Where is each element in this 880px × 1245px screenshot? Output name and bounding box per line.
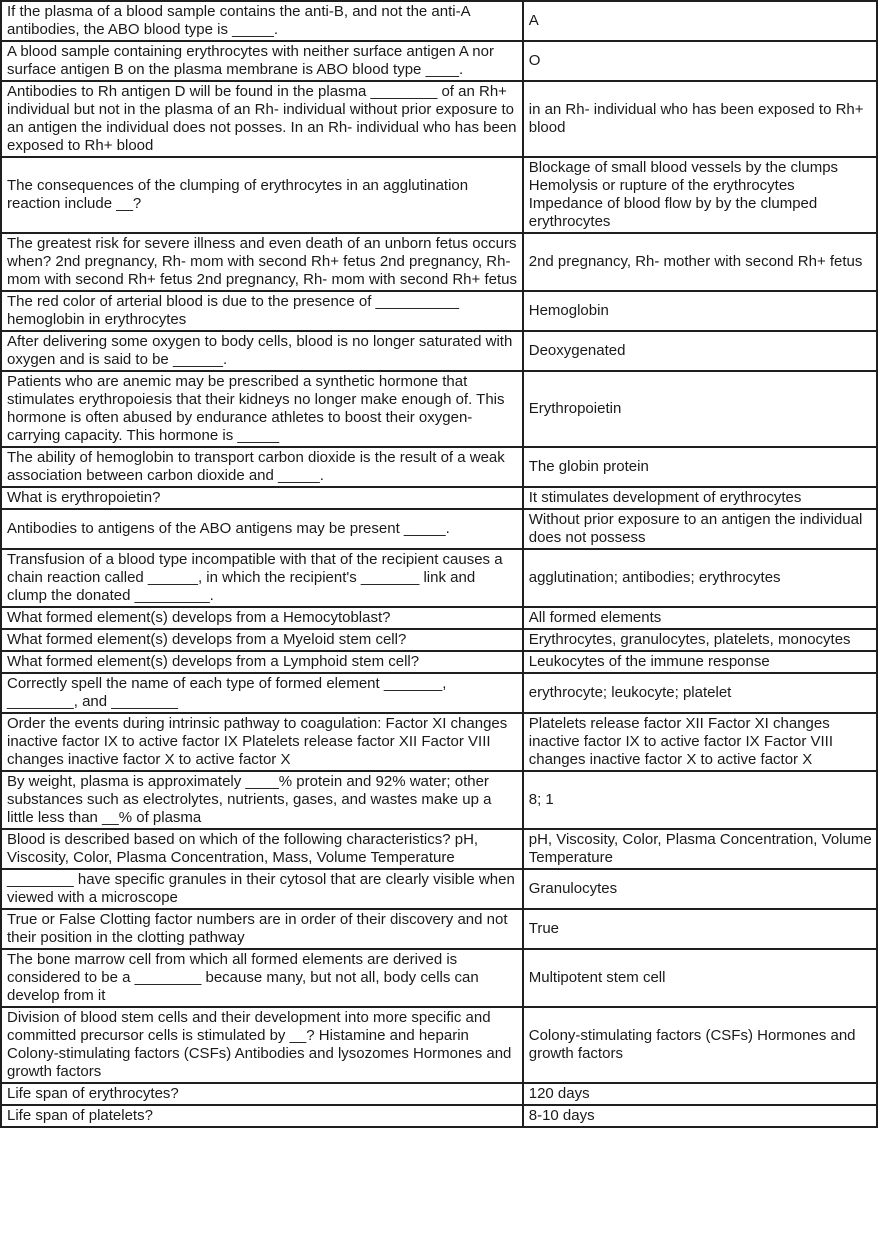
table-row [1, 771, 877, 829]
table-row [1, 829, 877, 869]
answer-cell: in an Rh- individual who has been exposed to Rh+ blood [523, 81, 877, 157]
answer-cell: Erythrocytes, granulocytes, platelets, monocytes [523, 629, 877, 651]
question-cell: Order the events during intrinsic pathway to coagulation: Factor XI changes inactive factor IX to active factor IX Platelets release factor XII Factor VIII changes inactive factor X to active factor X [1, 713, 523, 771]
question-cell: True or False Clotting factor numbers are in order of their discovery and not their position in the clotting pathway [1, 909, 523, 949]
table-body [1, 1, 877, 1127]
question-cell: A blood sample containing erythrocytes with neither surface antigen A nor surface antigen B on the plasma membrane is ABO blood type ____. [1, 41, 523, 81]
answer-cell: pH, Viscosity, Color, Plasma Concentration, Volume Temperature [523, 829, 877, 869]
answer-cell: 8; 1 [523, 771, 877, 829]
table-row [1, 1105, 877, 1127]
answer-cell: 2nd pregnancy, Rh- mother with second Rh+ fetus [523, 233, 877, 291]
question-cell: The red color of arterial blood is due to the presence of __________ hemoglobin in erythrocytes [1, 291, 523, 331]
table-row [1, 41, 877, 81]
answer-cell: A [523, 1, 877, 41]
answer-cell: Without prior exposure to an antigen the individual does not possess [523, 509, 877, 549]
table-row [1, 157, 877, 233]
answer-cell: Hemoglobin [523, 291, 877, 331]
table-row [1, 291, 877, 331]
question-cell: Correctly spell the name of each type of formed element _______, ________, and ________ [1, 673, 523, 713]
table-row [1, 549, 877, 607]
table-row [1, 371, 877, 447]
table-row [1, 651, 877, 673]
answer-cell: It stimulates development of erythrocytes [523, 487, 877, 509]
answer-cell: True [523, 909, 877, 949]
question-cell: After delivering some oxygen to body cells, blood is no longer saturated with oxygen and is said to be ______. [1, 331, 523, 371]
answer-cell: Blockage of small blood vessels by the clumps Hemolysis or rupture of the erythrocytes Impedance of blood flow by by the clumped erythrocytes [523, 157, 877, 233]
table-row [1, 949, 877, 1007]
answer-cell: agglutination; antibodies; erythrocytes [523, 549, 877, 607]
question-cell: Division of blood stem cells and their development into more specific and committed precursor cells is stimulated by __? Histamine and heparin Colony-stimulating factors (CSFs) Antibodies and lysozomes Hormones and growth factors [1, 1007, 523, 1083]
answer-cell: 120 days [523, 1083, 877, 1105]
answer-cell: Granulocytes [523, 869, 877, 909]
table-row [1, 629, 877, 651]
table-row [1, 909, 877, 949]
table-row [1, 1, 877, 41]
table-row [1, 673, 877, 713]
answer-cell: Erythropoietin [523, 371, 877, 447]
question-cell: Life span of platelets? [1, 1105, 523, 1127]
answer-cell: erythrocyte; leukocyte; platelet [523, 673, 877, 713]
question-cell: The ability of hemoglobin to transport carbon dioxide is the result of a weak association between carbon dioxide and _____. [1, 447, 523, 487]
question-cell: If the plasma of a blood sample contains the anti-B, and not the anti-A antibodies, the ABO blood type is _____. [1, 1, 523, 41]
question-cell: Antibodies to antigens of the ABO antigens may be present _____. [1, 509, 523, 549]
answer-cell: All formed elements [523, 607, 877, 629]
question-cell: ________ have specific granules in their cytosol that are clearly visible when viewed with a microscope [1, 869, 523, 909]
question-cell: Antibodies to Rh antigen D will be found in the plasma ________ of an Rh+ individual but not in the plasma of an Rh- individual without prior exposure to an antigen the individual does not posses. In an Rh- individual who has been exposed to Rh+ blood [1, 81, 523, 157]
table-row [1, 447, 877, 487]
table-row [1, 713, 877, 771]
question-cell: The greatest risk for severe illness and even death of an unborn fetus occurs when? 2nd pregnancy, Rh- mom with second Rh+ fetus 2nd pregnancy, Rh- mom with second Rh+ fetus 2nd pregnancy, Rh- mom with second Rh+ fetus [1, 233, 523, 291]
table-row [1, 1007, 877, 1083]
table-row [1, 509, 877, 549]
question-cell: What formed element(s) develops from a Lymphoid stem cell? [1, 651, 523, 673]
answer-cell: The globin protein [523, 447, 877, 487]
answer-cell: Colony-stimulating factors (CSFs) Hormones and growth factors [523, 1007, 877, 1083]
answer-cell: O [523, 41, 877, 81]
table-row [1, 607, 877, 629]
answer-cell: Multipotent stem cell [523, 949, 877, 1007]
table-row [1, 487, 877, 509]
question-cell: The consequences of the clumping of erythrocytes in an agglutination reaction include __? [1, 157, 523, 233]
question-cell: The bone marrow cell from which all formed elements are derived is considered to be a ________ because many, but not all, body cells can develop from it [1, 949, 523, 1007]
question-cell: Blood is described based on which of the following characteristics? pH, Viscosity, Color, Plasma Concentration, Mass, Volume Temperature [1, 829, 523, 869]
question-cell: What formed element(s) develops from a Hemocytoblast? [1, 607, 523, 629]
answer-cell: 8-10 days [523, 1105, 877, 1127]
table-row [1, 1083, 877, 1105]
table-row [1, 331, 877, 371]
question-cell: Transfusion of a blood type incompatible with that of the recipient causes a chain reaction called ______, in which the recipient's _______ link and clump the donated _________. [1, 549, 523, 607]
question-cell: By weight, plasma is approximately ____% protein and 92% water; other substances such as electrolytes, nutrients, gases, and wastes make up a little less than __% of plasma [1, 771, 523, 829]
table-row [1, 233, 877, 291]
question-cell: What is erythropoietin? [1, 487, 523, 509]
answer-cell: Deoxygenated [523, 331, 877, 371]
answer-cell: Platelets release factor XII Factor XI changes inactive factor IX to active factor IX Factor VIII changes inactive factor X to active factor X [523, 713, 877, 771]
question-cell: Patients who are anemic may be prescribed a synthetic hormone that stimulates erythropoiesis that their kidneys no longer make enough of. This hormone is often abused by endurance athletes to boost their oxygen-carrying capacity. This hormone is _____ [1, 371, 523, 447]
answer-cell: Leukocytes of the immune response [523, 651, 877, 673]
table-row [1, 869, 877, 909]
question-cell: What formed element(s) develops from a Myeloid stem cell? [1, 629, 523, 651]
table-row [1, 81, 877, 157]
question-cell: Life span of erythrocytes? [1, 1083, 523, 1105]
